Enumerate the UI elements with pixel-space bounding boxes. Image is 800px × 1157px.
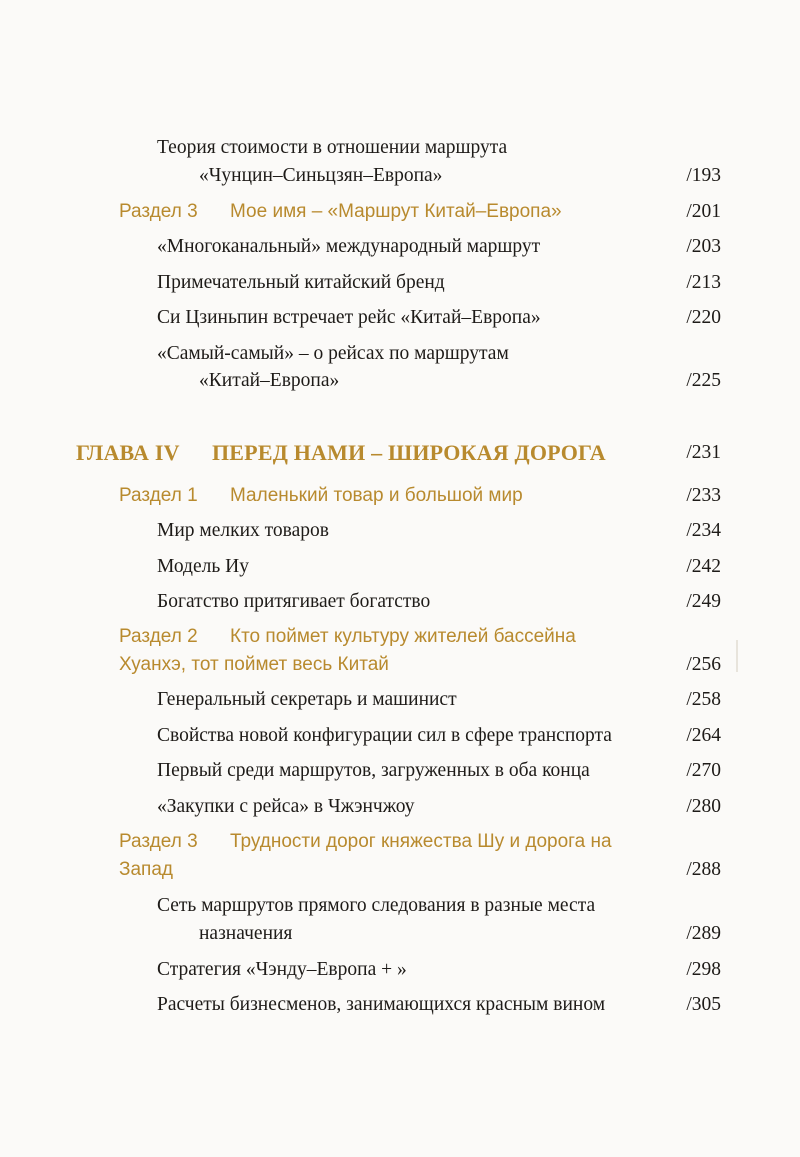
toc-section bbox=[0, 485, 800, 506]
toc-section-title: Кто поймет культуру жителей бассейна bbox=[230, 626, 576, 647]
toc-section bbox=[0, 859, 800, 880]
toc-entry-title: Модель Иу bbox=[157, 556, 249, 577]
toc-entry-title: Свойства новой конфигурации сил в сфере транспорта bbox=[157, 725, 612, 746]
toc-entry bbox=[0, 994, 800, 1015]
toc-section-label: Раздел 3 bbox=[119, 201, 198, 222]
toc-entry-title: Мир мелких товаров bbox=[157, 520, 329, 541]
toc-section bbox=[0, 654, 800, 675]
toc-chapter-label: ГЛАВА IV bbox=[76, 440, 180, 465]
toc-entry bbox=[0, 796, 800, 817]
toc-page-number: /258 bbox=[686, 689, 721, 710]
toc-page-number: /242 bbox=[686, 556, 721, 577]
toc-entry-title: Генеральный секретарь и машинист bbox=[157, 689, 457, 710]
toc-section bbox=[0, 626, 800, 647]
toc-page-number: /193 bbox=[686, 165, 721, 186]
toc-page-number: /203 bbox=[686, 236, 721, 257]
page-edge-mark bbox=[736, 640, 738, 672]
toc-entry bbox=[0, 591, 800, 612]
toc-entry bbox=[0, 959, 800, 980]
toc-entry-title: Примечательный китайский бренд bbox=[157, 272, 445, 293]
toc-chapter bbox=[0, 440, 800, 465]
toc-section bbox=[0, 831, 800, 852]
toc-page-number: /231 bbox=[686, 442, 721, 463]
toc-section-title: Маленький товар и большой мир bbox=[230, 485, 523, 506]
toc-entry bbox=[0, 307, 800, 328]
toc-entry-title: Стратегия «Чэнду–Европа + » bbox=[157, 959, 407, 980]
toc-page-number: /288 bbox=[686, 859, 721, 880]
toc-entry-title: «Многоканальный» международный маршрут bbox=[157, 236, 541, 257]
toc-page-number: /264 bbox=[686, 725, 721, 746]
toc-page-number: /289 bbox=[686, 923, 721, 944]
toc-entry bbox=[0, 236, 800, 257]
toc-entry bbox=[0, 370, 800, 391]
toc-page-number: /249 bbox=[686, 591, 721, 612]
toc-entry-title: Си Цзиньпин встречает рейс «Китай–Европа» bbox=[157, 307, 541, 328]
toc-entry bbox=[0, 520, 800, 541]
toc-page-number: /256 bbox=[686, 654, 721, 675]
toc-entry-title: «Китай–Европа» bbox=[199, 370, 340, 391]
toc-entry-title: Первый среди маршрутов, загруженных в оба конца bbox=[157, 760, 590, 781]
toc-entry-title: «Чунцин–Синьцзян–Европа» bbox=[199, 165, 443, 186]
toc-page-number: /225 bbox=[686, 370, 721, 391]
toc-page-number: /280 bbox=[686, 796, 721, 817]
toc-section-title-continued: Хуанхэ, тот поймет весь Китай bbox=[119, 654, 389, 675]
toc-section bbox=[0, 201, 800, 222]
toc-chapter-title: ПЕРЕД НАМИ – ШИРОКАЯ ДОРОГА bbox=[212, 440, 606, 465]
toc-section-title: Трудности дорог княжества Шу и дорога на bbox=[230, 831, 612, 852]
toc-section-label: Раздел 2 bbox=[119, 626, 198, 647]
toc-entry bbox=[0, 760, 800, 781]
toc-entry bbox=[0, 556, 800, 577]
toc-entry bbox=[0, 165, 800, 186]
toc-entry-title: «Закупки с рейса» в Чжэнчжоу bbox=[157, 796, 415, 817]
toc-entry-title: «Самый-самый» – о рейсах по маршрутам bbox=[157, 343, 509, 364]
toc-entry bbox=[0, 923, 800, 944]
toc-page-number: /233 bbox=[686, 485, 721, 506]
toc-page-number: /305 bbox=[686, 994, 721, 1015]
toc-section-title: Мое имя – «Маршрут Китай–Европа» bbox=[230, 201, 562, 222]
toc-page-number: /213 bbox=[686, 272, 721, 293]
toc-entry bbox=[0, 343, 800, 364]
toc-entry bbox=[0, 272, 800, 293]
toc-page-number: /220 bbox=[686, 307, 721, 328]
toc-entry bbox=[0, 689, 800, 710]
toc-page-number: /201 bbox=[686, 201, 721, 222]
toc-entry bbox=[0, 725, 800, 746]
toc-entry bbox=[0, 895, 800, 916]
toc-entry-title: назначения bbox=[199, 923, 293, 944]
toc-page-number: /298 bbox=[686, 959, 721, 980]
toc-entry bbox=[0, 137, 800, 158]
toc-entry-title: Теория стоимости в отношении маршрута bbox=[157, 137, 508, 158]
toc-page-number: /234 bbox=[686, 520, 721, 541]
toc-section-label: Раздел 1 bbox=[119, 485, 198, 506]
toc-entry-title: Сеть маршрутов прямого следования в разные места bbox=[157, 895, 596, 916]
toc-section-title-continued: Запад bbox=[119, 859, 173, 880]
toc-entry-title: Расчеты бизнесменов, занимающихся красным вином bbox=[157, 994, 606, 1015]
toc-section-label: Раздел 3 bbox=[119, 831, 198, 852]
toc-page-number: /270 bbox=[686, 760, 721, 781]
toc-entry-title: Богатство притягивает богатство bbox=[157, 591, 431, 612]
